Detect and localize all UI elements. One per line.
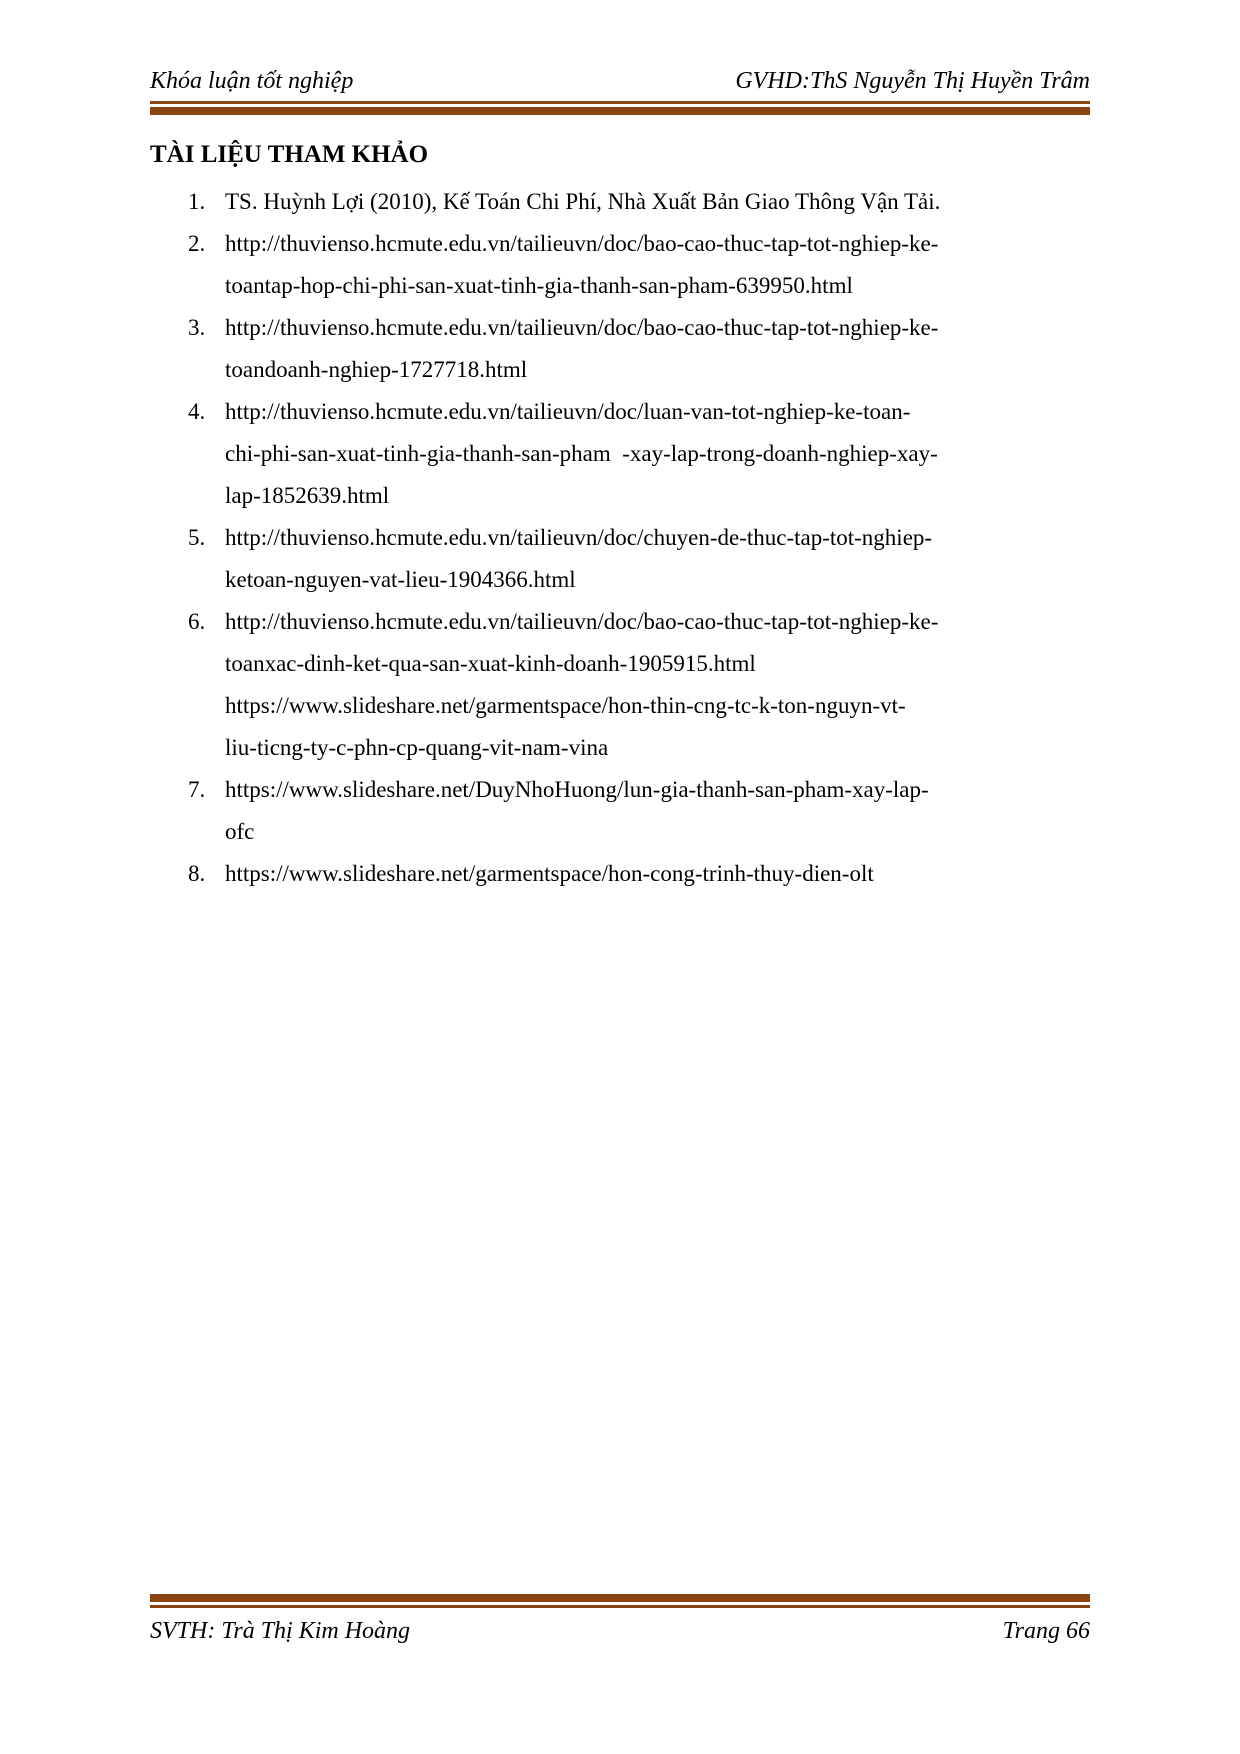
page-footer <box>150 1594 1090 1648</box>
header-left-text: Khóa luận tốt nghiệp <box>150 68 354 94</box>
reference-line: TS. Huỳnh Lợi (2010), Kế Toán Chi Phí, Nhà Xuất Bản Giao Thông Vận Tải. <box>225 189 941 214</box>
reference-lines <box>225 601 1090 769</box>
reference-line: https://www.slideshare.net/garmentspace/hon-cong-trinh-thuy-dien-olt <box>225 861 874 886</box>
reference-lines <box>225 517 1090 601</box>
reference-line: liu-ticng-ty-c-phn-cp-quang-vit-nam-vina <box>225 735 609 760</box>
reference-lines <box>225 181 1090 223</box>
footer-rule-thin <box>150 1605 1090 1608</box>
reference-line: https://www.slideshare.net/garmentspace/hon-thin-cng-tc-k-ton-nguyn-vt- <box>225 693 906 718</box>
reference-line: https://www.slideshare.net/DuyNhoHuong/lun-gia-thanh-san-pham-xay-lap- <box>225 777 929 802</box>
reference-line: http://thuvienso.hcmute.edu.vn/tailieuvn/doc/luan-van-tot-nghiep-ke-toan- <box>225 399 911 424</box>
reference-line: toandoanh-nghiep-1727718.html <box>225 357 528 382</box>
reference-number: 2. <box>188 231 206 256</box>
reference-number: 4. <box>188 399 206 424</box>
references-list <box>188 181 1090 895</box>
reference-lines <box>225 769 1090 853</box>
header-rule-thick <box>150 107 1090 115</box>
reference-item <box>188 769 1090 853</box>
reference-line: lap-1852639.html <box>225 483 390 508</box>
footer-left-text: SVTH: Trà Thị Kim Hoàng <box>150 1618 411 1644</box>
footer-rule-thick <box>150 1594 1090 1602</box>
reference-item <box>188 223 1090 307</box>
reference-item <box>188 391 1090 517</box>
reference-line: http://thuvienso.hcmute.edu.vn/tailieuvn/doc/bao-cao-thuc-tap-tot-nghiep-ke- <box>225 315 939 340</box>
page-header <box>150 0 1090 115</box>
reference-number: 3. <box>188 315 206 340</box>
header-rule <box>150 101 1090 115</box>
reference-item <box>188 307 1090 391</box>
reference-line: ofc <box>225 819 255 844</box>
reference-item <box>188 853 1090 895</box>
header-right-text: GVHD:ThS Nguyễn Thị Huyền Trâm <box>735 68 1090 94</box>
reference-line: toanxac-dinh-ket-qua-san-xuat-kinh-doanh-1905915.html <box>225 651 756 676</box>
reference-number: 1. <box>188 189 206 214</box>
reference-item <box>188 517 1090 601</box>
reference-line: http://thuvienso.hcmute.edu.vn/tailieuvn/doc/bao-cao-thuc-tap-tot-nghiep-ke- <box>225 609 939 634</box>
reference-number: 5. <box>188 525 206 550</box>
reference-item <box>188 181 1090 223</box>
reference-lines <box>225 391 1090 517</box>
page-title: TÀI LIỆU THAM KHẢO <box>150 141 429 168</box>
footer-right-text: Trang 66 <box>1002 1618 1090 1644</box>
footer-rule <box>150 1594 1090 1608</box>
reference-line: toantap-hop-chi-phi-san-xuat-tinh-gia-thanh-san-pham-639950.html <box>225 273 853 298</box>
reference-line: http://thuvienso.hcmute.edu.vn/tailieuvn/doc/bao-cao-thuc-tap-tot-nghiep-ke- <box>225 231 939 256</box>
reference-number: 8. <box>188 861 206 886</box>
reference-number: 7. <box>188 777 206 802</box>
reference-line: chi-phi-san-xuat-tinh-gia-thanh-san-pham -xay-lap-trong-doanh-nghiep-xay- <box>225 441 938 466</box>
reference-number: 6. <box>188 609 206 634</box>
reference-item <box>188 601 1090 769</box>
reference-lines <box>225 307 1090 391</box>
reference-line: http://thuvienso.hcmute.edu.vn/tailieuvn/doc/chuyen-de-thuc-tap-tot-nghiep- <box>225 525 933 550</box>
reference-lines <box>225 223 1090 307</box>
reference-lines <box>225 853 1090 895</box>
reference-line: ketoan-nguyen-vat-lieu-1904366.html <box>225 567 576 592</box>
